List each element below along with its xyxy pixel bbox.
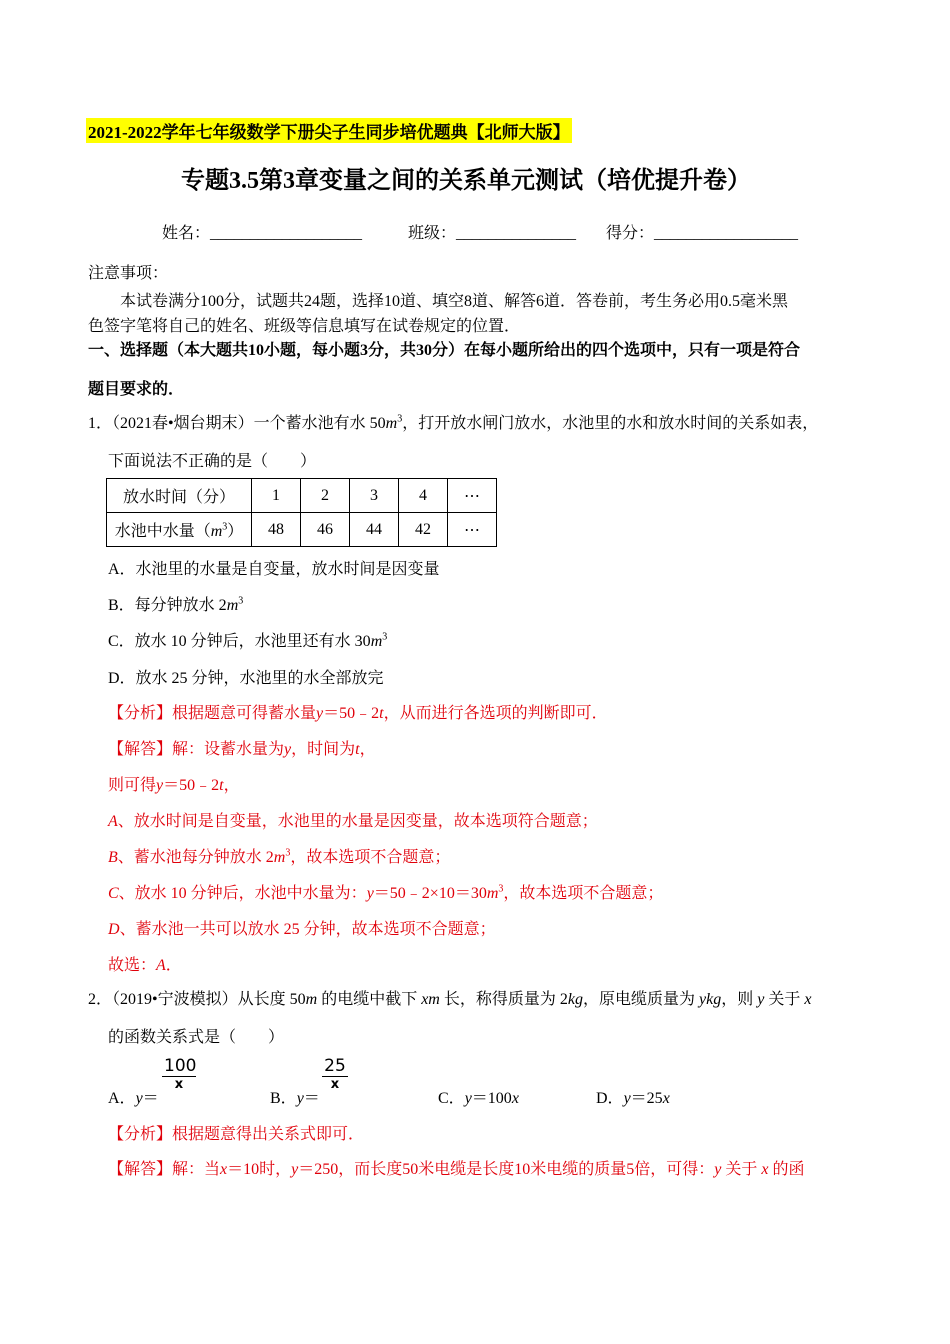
option-b: B．y＝ (270, 1090, 320, 1107)
table-cell: 44 (350, 513, 399, 547)
question-2-stem: 2．（2019•宁波模拟）从长度 50m 的电缆中截下 xm 长，称得质量为 2kg，原电缆质量为 ykg，则 y 关于 x (88, 991, 812, 1008)
option-a: A．y＝ (108, 1090, 159, 1107)
question-number: 1． (88, 415, 113, 432)
table-header-cell: 放水时间（分） (107, 479, 252, 513)
question-1-stem: 1．（2021春•烟台期末）一个蓄水池有水 $50m^3$，打开放水闸门放水，水池里的水和放水时间的关系如表， (88, 413, 819, 432)
name-blank: ___________________ (210, 225, 363, 242)
table-cell: 3 (350, 479, 399, 513)
series-title: 2021-2022学年七年级数学下册尖子生同步培优题典【北师大版】 (86, 118, 572, 143)
table-cell: 42 (399, 513, 448, 547)
solution-line: D、蓄水池一共可以放水 25 分钟，故本选项不合题意； (108, 921, 496, 938)
table-cell: ⋯ (448, 513, 497, 547)
section-heading-line-2: 题目要求的． (88, 381, 185, 398)
solution-line: A、放水时间是自变量，水池里的水量是因变量，故本选项符合题意； (108, 813, 598, 830)
option-d: D．y＝25x (596, 1090, 670, 1107)
question-1-table (106, 478, 497, 547)
table-cell: 4 (399, 479, 448, 513)
score-blank: __________________ (654, 225, 799, 242)
student-info-row (162, 220, 798, 243)
analysis: 【分析】根据题意可得蓄水量y＝50﹣2t，从而进行各选项的判断即可． (108, 705, 608, 722)
table-cell: 2 (301, 479, 350, 513)
option-c: C．y＝100x (438, 1090, 519, 1107)
table-header-cell: 水池中水量$(m^3)$ (107, 513, 252, 547)
analysis: 【分析】根据题意得出关系式即可． (108, 1126, 365, 1143)
table-row (107, 479, 497, 513)
class-label: 班级： (408, 225, 457, 242)
analysis-tag: 【分析】 (108, 1126, 173, 1143)
fraction (322, 1056, 348, 1093)
table-cell: 46 (301, 513, 350, 547)
solution-tag: 【解答】 (108, 741, 173, 758)
solution: 【解答】解：当x＝10时，y＝250，而长度50米电缆是长度10米电缆的质量5倍，可得：y 关于 x 的函 (108, 1161, 805, 1178)
option-a: A．水池里的水量是自变量，放水时间是因变量 (108, 561, 440, 578)
table-cell: 48 (252, 513, 301, 547)
notice-line-1: 本试卷满分100分，试题共24题，选择10道、填空8道、解答6道．答卷前，考生务必用0.5毫米黑 (120, 293, 789, 310)
table-cell: 1 (252, 479, 301, 513)
option-d: D．放水 25 分钟，水池里的水全部放完 (108, 670, 384, 687)
notice-line-2: 色签字笔将自己的姓名、班级等信息填写在试卷规定的位置． (88, 318, 521, 335)
page-title: 专题3.5第3章变量之间的关系单元测试（培优提升卷） (181, 168, 751, 194)
analysis-tag: 【分析】 (108, 705, 173, 722)
question-number: 2． (88, 991, 113, 1008)
class-blank: _______________ (456, 225, 577, 242)
notice-heading: 注意事项： (88, 265, 169, 282)
question-1-stem-line-2: 下面说法不正确的是（ ） (108, 453, 317, 470)
score-label: 得分： (606, 225, 655, 242)
fraction-denominator: x (330, 1077, 340, 1092)
name-label: 姓名： (162, 225, 211, 242)
solution-tag: 【解答】 (108, 1161, 173, 1178)
option-b: B．每分钟放水 $2m^3$ (108, 595, 244, 614)
question-2-stem-line-2: 的函数关系式是（ ） (108, 1029, 285, 1046)
fraction-numerator: 25 (322, 1056, 348, 1077)
table-cell: ⋯ (448, 479, 497, 513)
solution-line: 则可得y＝50﹣2t， (108, 777, 240, 794)
section-heading: 一、选择题（本大题共10小题，每小题3分，共30分）在每小题所给出的四个选项中，只有一项是符合 (88, 342, 801, 359)
table-row (107, 513, 497, 547)
solution: 【解答】解：设蓄水量为y，时间为t， (108, 741, 376, 758)
final-answer: 故选：A． (108, 957, 182, 974)
option-c: C．放水 10 分钟后，水池里还有水 $30m^3$ (108, 631, 388, 650)
solution-line: B、蓄水池每分钟放水 $2m^3$，故本选项不合题意； (108, 847, 451, 866)
fraction-numerator: 100 (164, 1056, 197, 1076)
fraction (162, 1056, 196, 1093)
fraction-denominator: x (174, 1077, 184, 1092)
solution-line: C、放水 10 分钟后，水池中水量为：$y=50﹣2\times 10=30m^3$，故本选项不合题意； (108, 883, 664, 902)
